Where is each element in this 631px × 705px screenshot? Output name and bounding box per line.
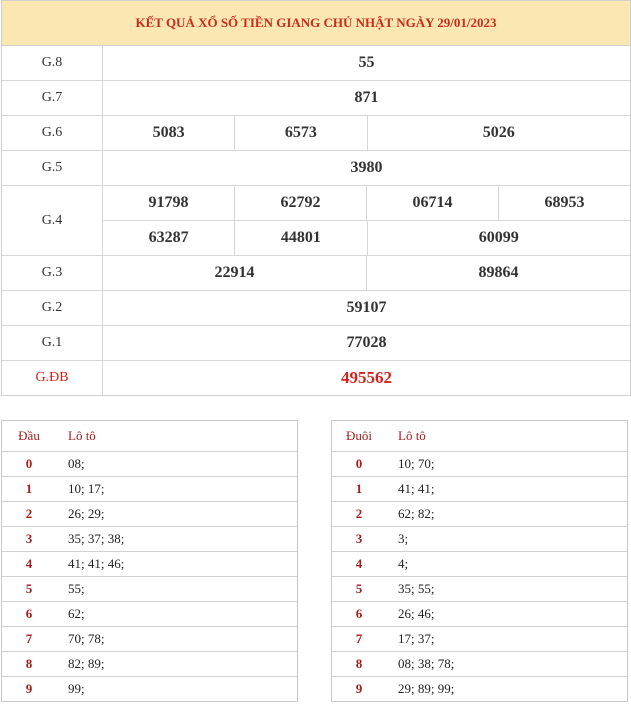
prize-values [103,326,630,360]
tail-loto-values: 4; [398,556,409,571]
prize-line [103,361,630,395]
tail-digit: 2 [355,506,363,521]
prize-row [2,116,630,151]
prize-label: G.5 [2,151,103,185]
prize-values [103,256,630,290]
tail-loto-row [332,627,627,652]
head-loto-values: 55; [68,581,85,596]
head-digit: 0 [25,456,33,471]
prize-number: 91798 [148,194,189,211]
head-loto-row [2,527,297,552]
prize-label: G.7 [2,81,103,115]
prize-label: G.6 [2,116,103,150]
tail-col-key: Đuôi [346,428,372,443]
tail-loto-values: 08; 38; 78; [398,656,455,671]
head-loto-row [2,577,297,602]
tail-loto-row [332,527,627,552]
head-digit: 7 [25,631,33,646]
prize-number: 68953 [498,186,630,220]
tail-loto-row [332,677,627,701]
head-digit: 9 [25,681,33,696]
head-loto-table [1,420,298,702]
tail-col-values: Lô tô [398,428,426,443]
results-table [1,0,631,396]
head-loto-row [2,502,297,527]
head-loto-rows [2,452,297,701]
prize-values [103,151,630,185]
prize-number: 59107 [346,299,387,316]
tail-loto-row [332,577,627,602]
prize-values [103,186,630,255]
prize-number: 6573 [234,116,366,150]
prize-label: G.1 [2,326,103,360]
prize-number: 5026 [367,116,631,150]
prize-line [103,46,630,80]
head-loto-values: 08; [68,456,85,471]
tail-loto-rows [332,452,627,701]
tail-digit: 9 [355,681,363,696]
prize-number: 06714 [366,186,498,220]
tail-loto-header [332,421,627,452]
head-loto-row [2,627,297,652]
tail-loto-values: 35; 55; [398,581,435,596]
prize-line [103,81,630,115]
tail-digit: 3 [355,531,363,546]
head-col-values: Lô tô [68,428,96,443]
head-loto-row [2,452,297,477]
head-digit: 8 [25,656,33,671]
head-digit: 6 [25,606,33,621]
prize-label: G.3 [2,256,103,290]
prize-number: 44801 [234,221,366,255]
prize-values [103,81,630,115]
tail-digit: 4 [355,556,363,571]
prize-line [103,326,630,360]
prize-number: 89864 [366,256,630,290]
prize-line [103,220,630,255]
head-loto-values: 70; 78; [68,631,105,646]
prize-values [103,291,630,325]
head-loto-values: 82; 89; [68,656,105,671]
prize-number: 63287 [148,229,189,246]
head-digit: 3 [25,531,33,546]
prize-values [103,46,630,80]
prize-label: G.8 [2,46,103,80]
prize-values [103,361,630,395]
prize-number: 62792 [234,186,366,220]
tail-digit: 8 [355,656,363,671]
tail-loto-values: 10; 70; [398,456,435,471]
prize-number: 55 [358,54,375,71]
head-digit: 5 [25,581,33,596]
prize-row [2,81,630,116]
head-loto-row [2,602,297,627]
tail-loto-values: 3; [398,531,409,546]
prize-label: G.2 [2,291,103,325]
tail-loto-row [332,602,627,627]
head-loto-values: 35; 37; 38; [68,531,125,546]
tail-loto-row [332,552,627,577]
prize-line [103,186,630,220]
prize-number: 22914 [214,264,255,281]
tail-loto-values: 26; 46; [398,606,435,621]
prize-row [2,46,630,81]
prize-row [2,291,630,326]
head-col-key: Đầu [18,428,40,443]
head-loto-row [2,477,297,502]
head-loto-values: 99; [68,681,85,696]
prize-number: 871 [354,89,379,106]
head-loto-values: 10; 17; [68,481,105,496]
results-title: KẾT QUẢ XỔ SỐ TIỀN GIANG CHỦ NHẬT NGÀY 29/01/2023 [2,1,630,46]
tail-loto-values: 29; 89; 99; [398,681,455,696]
head-loto-row [2,652,297,677]
prize-label: G.4 [2,186,103,255]
prize-number: 60099 [367,221,631,255]
prize-row [2,361,630,395]
prize-values [103,116,630,150]
head-digit: 2 [25,506,33,521]
tail-loto-values: 41; 41; [398,481,435,496]
prize-rows [2,46,630,395]
prize-label: G.ĐB [2,361,103,395]
tail-loto-row [332,502,627,527]
tail-loto-row [332,477,627,502]
head-loto-header [2,421,297,452]
tail-loto-row [332,452,627,477]
special-prize-number: 495562 [341,368,392,387]
prize-row [2,151,630,186]
head-loto-values: 62; [68,606,85,621]
tail-loto-row [332,652,627,677]
prize-line [103,291,630,325]
tail-digit: 0 [355,456,363,471]
prize-line [103,151,630,185]
tail-digit: 6 [355,606,363,621]
head-digit: 1 [25,481,33,496]
prize-number: 77028 [346,334,387,351]
tail-digit: 7 [355,631,363,646]
tail-digit: 1 [355,481,363,496]
tail-loto-values: 17; 37; [398,631,435,646]
tail-loto-values: 62; 82; [398,506,435,521]
tail-loto-table [331,420,628,702]
prize-line [103,256,630,290]
prize-number: 5083 [152,124,185,141]
head-loto-values: 41; 41; 46; [68,556,125,571]
prize-row [2,326,630,361]
prize-row [2,256,630,291]
prize-line [103,116,630,150]
head-loto-row [2,552,297,577]
head-loto-row [2,677,297,701]
head-loto-values: 26; 29; [68,506,105,521]
head-digit: 4 [25,556,33,571]
prize-row [2,186,630,256]
tail-digit: 5 [355,581,363,596]
prize-number: 3980 [350,159,383,176]
